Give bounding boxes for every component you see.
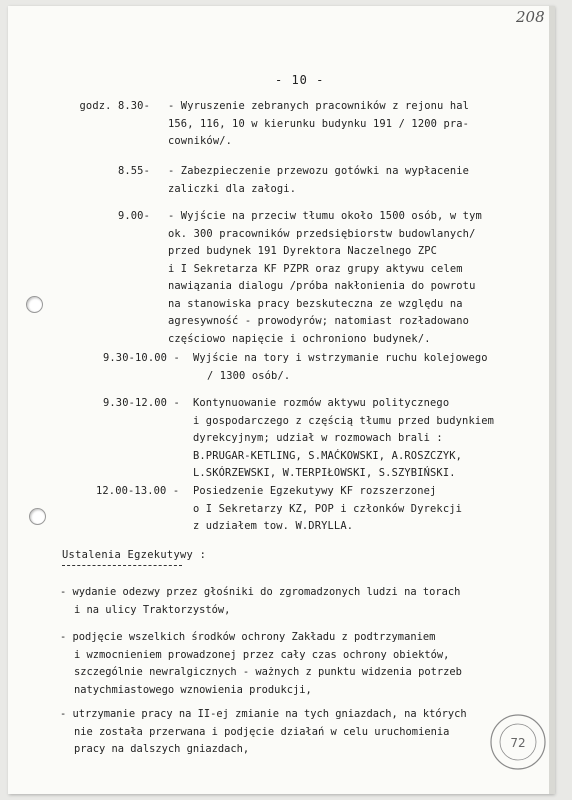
page-number: - 10 - bbox=[275, 73, 325, 87]
section-underline bbox=[62, 565, 182, 566]
finding-item: - utrzymanie pracy na II-ej zmianie na tych gniazdach, na których nie została przerwana i podjęcie działań w celu uruchomienia pracy na dalszych gniazdach, bbox=[60, 708, 467, 755]
archive-stamp bbox=[488, 712, 548, 772]
entry-time: 12.00-13.00 - bbox=[96, 485, 180, 497]
entry-time: 9.00- bbox=[117, 210, 150, 222]
entry-time: godz. 8.30- bbox=[79, 100, 150, 112]
entry-time: 8.55- bbox=[117, 165, 150, 177]
page-edge bbox=[549, 6, 555, 794]
entry-time: 9.30-10.00 - bbox=[103, 352, 180, 364]
entry-description: Wyjście na tory i wstrzymanie ruchu kolejowego / 1300 osób/. bbox=[193, 352, 488, 382]
punch-hole bbox=[26, 296, 43, 313]
entry-description: - Wyjście na przeciw tłumu około 1500 osób, w tym ok. 300 pracowników przedsiębiorstw budowlanych/ przed budynek 191 Dyrektora Naczelnego ZPC i I Sekretarza KF PZPR oraz grupy aktywu celem nawiązania dialogu /próba nakłonienia do powrotu na stanowiska pracy bezskuteczna ze względu na agresywność - prowodyrów; natomiast rozładowano częściowo napięcie i ochroniono budynek/. bbox=[168, 210, 482, 345]
entry-description: Posiedzenie Egzekutywy KF rozszerzonej o I Sekretarzy KZ, POP i członków Dyrekcji z udziałem tow. W.DRYLLA. bbox=[193, 485, 463, 532]
entry-time: 9.30-12.00 - bbox=[103, 397, 180, 409]
entry-description: Kontynuowanie rozmów aktywu politycznego i gospodarczego z częścią tłumu przed budynkiem dyrekcyjnym; udział w rozmowach brali : B.PRUGAR-KETLING, S.MAĆKOWSKI, A.ROSZCZYK, L.SKÓRZEWSKI, W.TERPIŁOWSKI, S.SZYBIŃSKI. bbox=[193, 397, 495, 479]
punch-hole bbox=[29, 508, 46, 525]
finding-item: - wydanie odezwy przez głośniki do zgromadzonych ludzi na torach i na ulicy Traktorzystów, bbox=[60, 586, 461, 616]
section-title: Ustalenia Egzekutywy : bbox=[62, 549, 207, 561]
folio-number: 208 bbox=[516, 8, 545, 26]
entry-description: - Zabezpieczenie przewozu gotówki na wypłacenie zaliczki dla załogi. bbox=[168, 165, 470, 195]
stamp-number: 72 bbox=[510, 736, 526, 750]
entry-description: - Wyruszenie zebranych pracowników z rejonu hal 156, 116, 10 w kierunku budynku 191 / 1200 pra- cowników/. bbox=[168, 100, 470, 147]
finding-item: - podjęcie wszelkich środków ochrony Zakładu z podtrzymaniem i wzmocnieniem prowadzonej przez cały czas ochrony obiektów, szczególnie newralgicznych - ważnych z punktu widzenia potrzeb natychmiastowego wznowienia produkcji, bbox=[60, 631, 462, 696]
